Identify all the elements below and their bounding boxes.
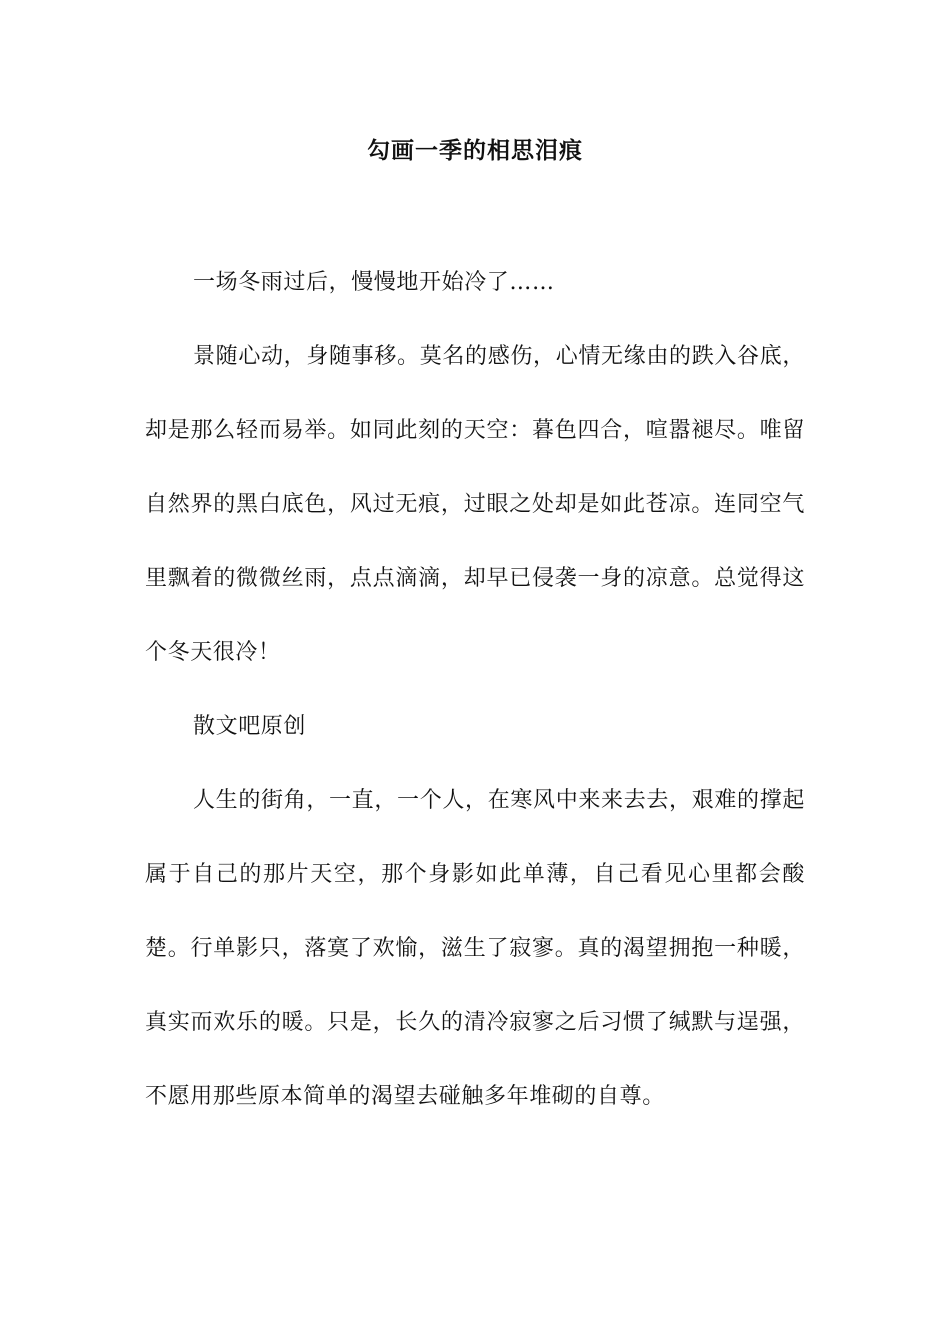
document-body bbox=[145, 246, 805, 1134]
paragraph-3: 散文吧原创 bbox=[193, 714, 307, 739]
paragraph-2: 景随心动，身随事移。莫名的感伤，心情无缘由的跌入谷底，却是那么轻而易举。如同此刻的天空：暮色四合，喧嚣褪尽。唯留自然界的黑白底色，风过无痕，过眼之处却是如此苍凉。连同空气里飘着的微微丝雨，点点滴滴，却早已侵袭一身的凉意。总觉得这个冬天很冷！ bbox=[145, 344, 805, 665]
paragraph-1: 一场冬雨过后，慢慢地开始冷了…… bbox=[193, 270, 555, 295]
paragraph-4: 人生的街角，一直，一个人，在寒风中来来去去，艰难的撑起属于自己的那片天空，那个身影如此单薄，自己看见心里都会酸楚。行单影只，落寞了欢愉，滋生了寂寥。真的渴望拥抱一种暖，真实而欢乐的暖。只是，长久的清冷寂寥之后习惯了缄默与逞强，不愿用那些原本简单的渴望去碰触多年堆砌的自尊。 bbox=[145, 788, 805, 1109]
document-title: 勾画一季的相思泪痕 bbox=[367, 138, 583, 164]
